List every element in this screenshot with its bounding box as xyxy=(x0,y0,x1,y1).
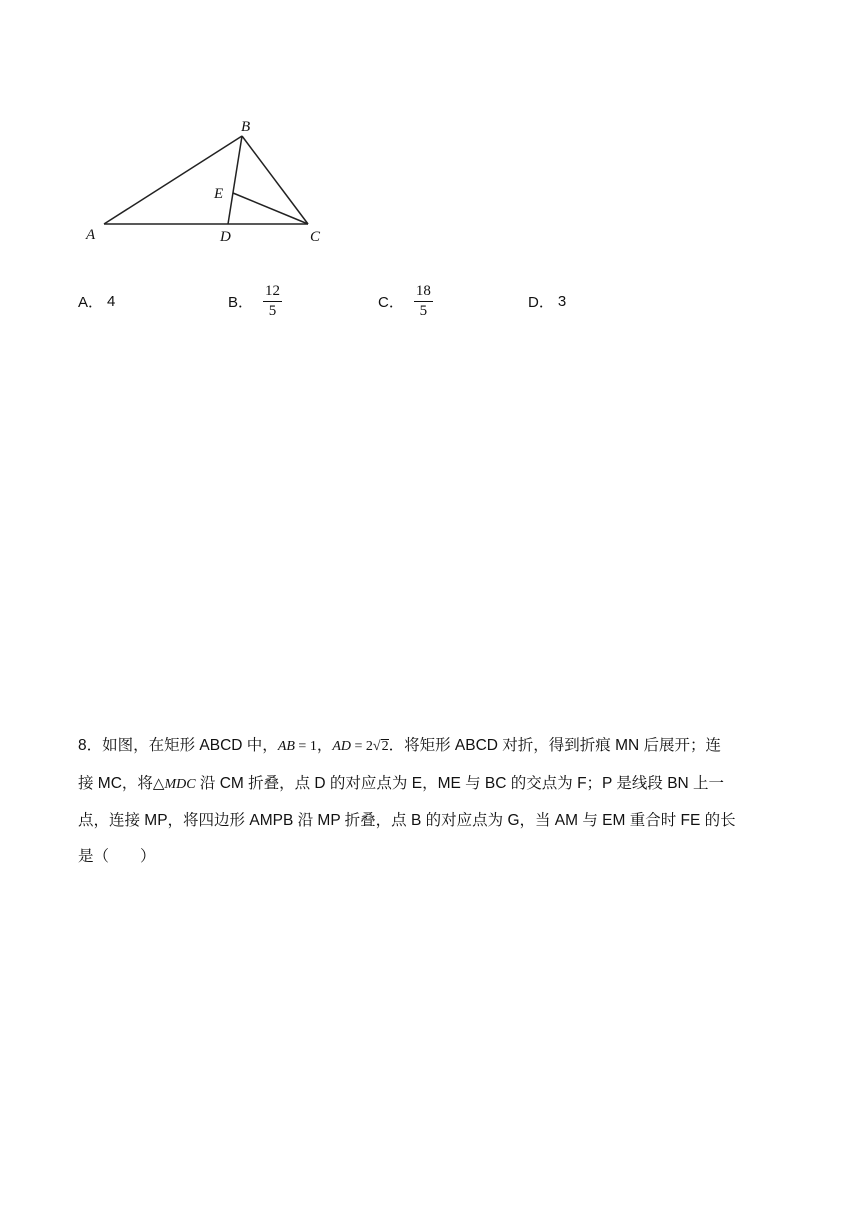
choice-a xyxy=(78,276,115,326)
problem-line-4 xyxy=(78,839,778,875)
choice-c xyxy=(378,276,433,326)
choice-letter: D． xyxy=(528,293,554,311)
segment-AB xyxy=(104,136,242,224)
label-C: C xyxy=(310,229,321,245)
sqrt-radicand: 2 xyxy=(381,739,389,754)
answer-choices xyxy=(78,276,778,326)
problem-line-1 xyxy=(78,728,778,765)
denominator: 5 xyxy=(268,302,277,319)
triangle-diagram xyxy=(80,110,340,250)
choice-value: 3 xyxy=(557,292,567,310)
problem-8 xyxy=(78,728,778,875)
choice-letter: B． xyxy=(228,293,254,311)
numerator: 12 xyxy=(263,282,282,302)
problem-line-2 xyxy=(78,765,778,803)
problem-text: 如图，在矩形 ABCD 中， xyxy=(102,737,278,754)
label-B: B xyxy=(241,119,251,135)
choice-letter: C． xyxy=(378,293,404,311)
sqrt-sign: √ xyxy=(372,739,381,754)
problem-text: 点，连接 MP，将四边形 AMPB 沿 MP 折叠，点 B 的对应点为 G，当 AM 与 EM 重合时 FE 的长 xyxy=(78,812,736,829)
math-ab: AB xyxy=(277,739,295,754)
triangle-symbol: △ xyxy=(152,774,165,792)
comma: ， xyxy=(316,737,333,754)
segment-BD xyxy=(228,136,242,224)
math-ab-value: = 1 xyxy=(294,739,317,754)
choice-value: 4 xyxy=(107,292,116,310)
choice-letter: A． xyxy=(78,293,104,311)
label-A: A xyxy=(86,227,96,243)
fraction xyxy=(263,282,282,321)
problem-text: ．将矩形 ABCD 对折，得到折痕 MN 后展开；连 xyxy=(388,737,722,754)
math-ad-value: = 2 xyxy=(351,739,373,754)
denominator: 5 xyxy=(419,302,428,319)
triangle-figure xyxy=(80,110,340,250)
fraction xyxy=(414,282,433,321)
label-E: E xyxy=(214,186,224,202)
problem-text: 接 MC，将 xyxy=(78,775,153,792)
problem-text: 沿 CM 折叠，点 D 的对应点为 E，ME 与 BC 的交点为 F；P 是线段 BN 上一 xyxy=(195,775,725,792)
problem-number: 8． xyxy=(78,737,103,754)
problem-line-3 xyxy=(78,803,778,839)
numerator: 18 xyxy=(414,282,433,302)
math-mdc: MDC xyxy=(164,777,196,792)
problem-text: 是（ ） xyxy=(78,848,156,865)
math-ad: AD xyxy=(332,739,352,754)
label-D: D xyxy=(220,229,231,245)
choice-d xyxy=(528,276,566,326)
choice-b xyxy=(228,276,282,326)
